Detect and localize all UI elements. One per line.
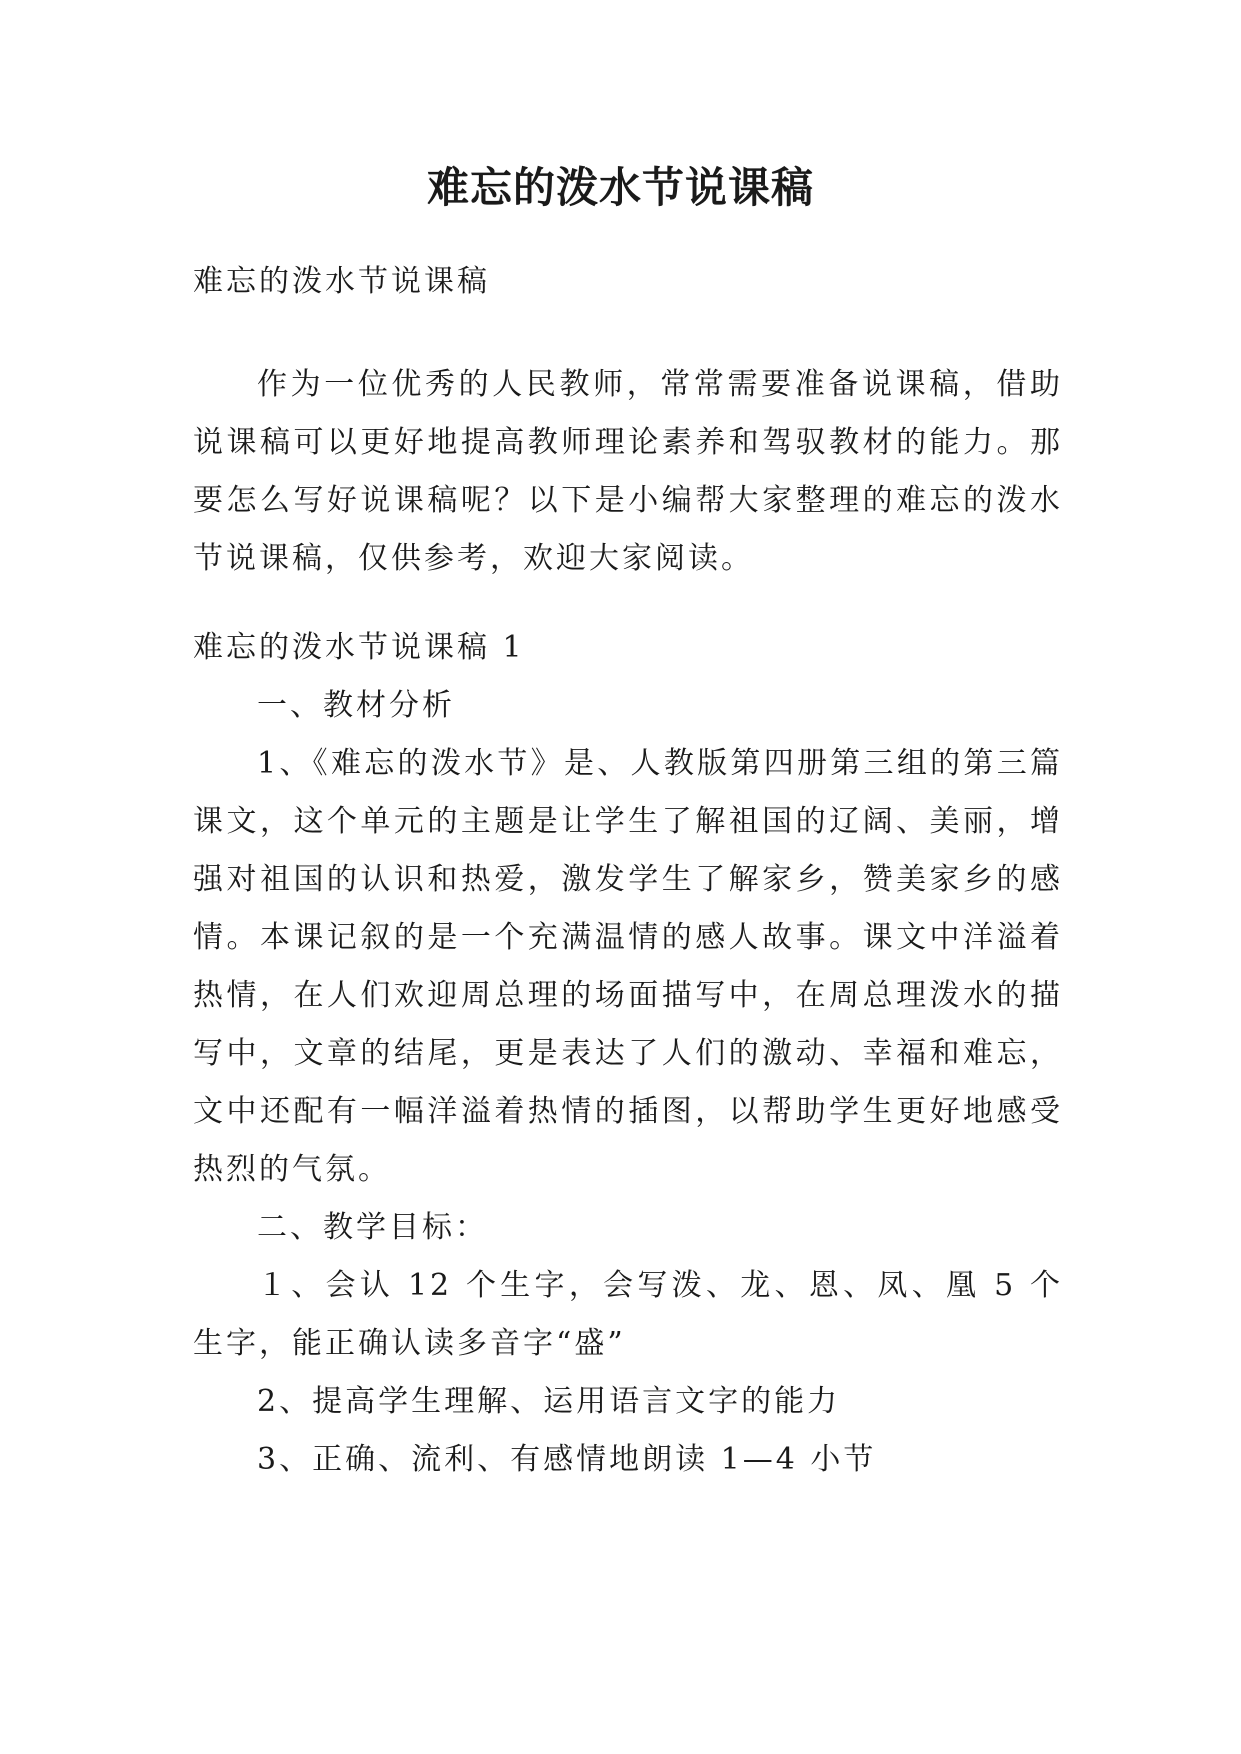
intro-paragraph: 作为一位优秀的人民教师，常常需要准备说课稿，借助说课稿可以更好地提高教师理论素养和驾驭教材的能力。那要怎么写好说课稿呢？以下是小编帮大家整理的难忘的泼水节说课稿，仅供参考，欢迎大家阅读。 [193, 367, 1063, 576]
document-title: 难忘的泼水节说课稿 [426, 163, 814, 212]
goal-item-2: 2、提高学生理解、运用语言文字的能力 [257, 1384, 841, 1419]
materials-paragraph: 1、《难忘的泼水节》是、人教版第四册第三组的第三篇课文，这个单元的主题是让学生了解祖国的辽阔、美丽，增强对祖国的认识和热爱，激发学生了解家乡，赞美家乡的感情。本课记叙的是一个充满温情的感人故事。课文中洋溢着热情，在人们欢迎周总理的场面描写中，在周总理泼水的描写中，文章的结尾，更是表达了人们的激动、幸福和难忘，文中还配有一幅洋溢着热情的插图，以帮助学生更好地感受热烈的气氛。 [193, 746, 1063, 1187]
intro-block [193, 356, 1063, 588]
section1-block [193, 619, 1063, 1489]
heading-goals: 二、教学目标： [257, 1210, 488, 1245]
goal-item-3: 3、正确、流利、有感情地朗读 1—4 小节 [257, 1442, 877, 1477]
subtitle-block [193, 253, 1063, 311]
goal-item-1: １、会认 12 个生字，会写泼、龙、恩、凤、凰 5 个生字，能正确认读多音字“盛” [193, 1268, 1063, 1361]
section1-title: 难忘的泼水节说课稿 1 [193, 630, 525, 665]
document-subtitle: 难忘的泼水节说课稿 [193, 264, 490, 299]
heading-materials: 一、教材分析 [257, 688, 455, 723]
